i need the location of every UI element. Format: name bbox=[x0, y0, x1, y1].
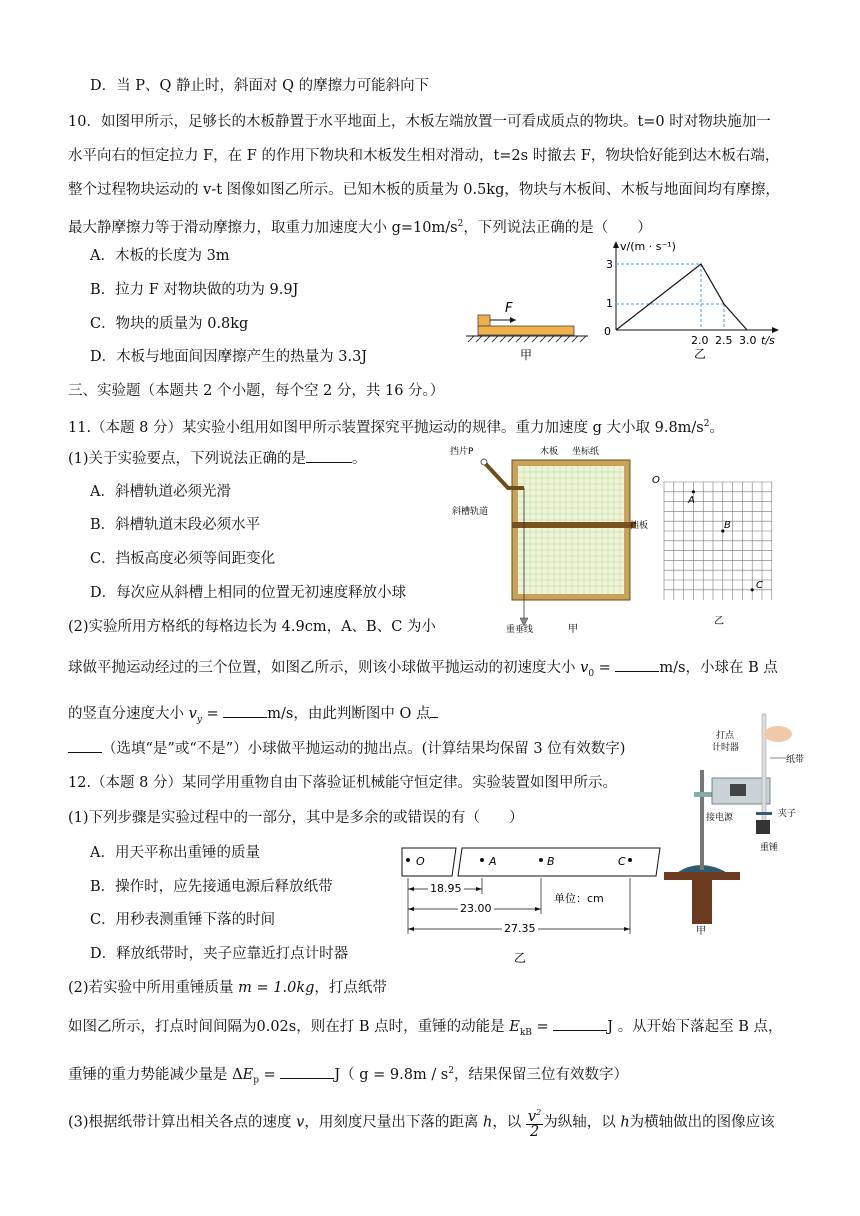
stand-rod bbox=[700, 770, 704, 870]
point-a-label: A bbox=[688, 495, 695, 506]
board bbox=[478, 326, 574, 335]
point-a-label: A bbox=[489, 855, 497, 868]
label-xiecao: 斜槽轨道 bbox=[452, 507, 489, 517]
q11-part-2-line-2: 球做平抛运动经过的三个位置，如图乙所示，则该小球做平抛运动的初速度大小 $v_0 = m/s$，小球在 B 点 bbox=[68, 657, 778, 684]
table bbox=[664, 872, 740, 880]
q11-figure-jia bbox=[448, 442, 660, 634]
q11-part-1: (1)关于实验要点，下列说法正确的是 。 bbox=[68, 448, 367, 469]
ground-hatch bbox=[468, 336, 586, 342]
q10-option-b: B．拉力 F 对物块做的功为 9.9J bbox=[90, 282, 299, 298]
q10-option-c: C．物块的质量为 0.8kg bbox=[90, 316, 249, 332]
q12-part-3-line-1: (3)根据纸带计算出相关各点的速度 v，用刻度尺量出下落的距离 h，以 $\frac{v^2}{2}$ 为纵轴，以 h为横轴做出的图像应该 bbox=[68, 1108, 775, 1140]
t-axis-label: t/s bbox=[761, 334, 775, 347]
label-dianyuan: 接电源 bbox=[706, 813, 734, 823]
label-dangpian: 挡片P bbox=[450, 447, 474, 457]
answer-blank-dep[interactable] bbox=[280, 1064, 334, 1079]
v-axis-label: v/(m · s⁻¹) bbox=[620, 240, 676, 253]
q10-line-1: 10．如图甲所示，足够长的木板静置于水平地面上，木板左端放置一可看成质点的物块。t=0 时对物块施加一 bbox=[68, 114, 771, 130]
label-zuobiao: 坐标纸 bbox=[572, 447, 600, 457]
distance-oa: 18.95 bbox=[430, 882, 462, 895]
q11-line-1: 11.（本题 8 分）某实验小组用如图甲所示装置探究平抛运动的规律。重力加速度 g 大小取 $9.8m/s^2$。 bbox=[68, 419, 724, 436]
figure-caption: 甲 bbox=[696, 926, 706, 936]
figure-caption: 甲 bbox=[520, 348, 533, 362]
q12-part-2-line-1: (2)若实验中所用重锤质量 m = 1.0kg，打点纸带 bbox=[68, 980, 387, 996]
q12-option-b: B．操作时，应先接通电源后释放纸带 bbox=[90, 879, 333, 895]
point-b-label: B bbox=[724, 520, 731, 531]
vt-line bbox=[616, 264, 747, 330]
figure-caption: 乙 bbox=[514, 951, 527, 965]
distance-ob: 23.00 bbox=[460, 902, 492, 915]
figure-caption: 乙 bbox=[694, 347, 707, 361]
point-o bbox=[406, 858, 410, 862]
point-c bbox=[751, 588, 754, 591]
answer-blank-ekb[interactable] bbox=[553, 1016, 607, 1031]
q11-option-b: B．斜槽轨道末段必须水平 bbox=[90, 517, 261, 533]
label-chuixian: 重垂线 bbox=[506, 625, 534, 634]
weight bbox=[756, 820, 770, 834]
force-label: F bbox=[505, 301, 513, 316]
answer-blank-o-start[interactable] bbox=[430, 703, 438, 718]
tick-v-1: 1 bbox=[606, 297, 613, 310]
table-leg bbox=[692, 880, 712, 924]
q12-option-a: A．用天平称出重锤的质量 bbox=[90, 845, 260, 861]
label-jiazi: 夹子 bbox=[778, 809, 797, 819]
point-b-label: B bbox=[547, 855, 555, 868]
q11-figure-yi-grid bbox=[650, 472, 786, 632]
q12-part-2-line-3: 重锤的重力势能减少量是 $\Delta E_p = J$（ $g = 9.8m / s^2$，结果保留三位有效数字） bbox=[68, 1061, 628, 1091]
q11-option-a: A．斜槽轨道必须光滑 bbox=[90, 484, 231, 500]
tick-t-25: 2.5 bbox=[715, 334, 733, 347]
answer-blank-v0[interactable] bbox=[615, 657, 659, 672]
tick-t-2: 2.0 bbox=[691, 334, 709, 347]
figure-caption: 甲 bbox=[568, 624, 578, 634]
label-zhongchui: 重锤 bbox=[760, 843, 779, 853]
fraction-v2-over-2: $\frac{v^2}{2}$ bbox=[527, 1108, 542, 1140]
q11-part-2-line-1: (2)实验所用方格纸的每格边长为 4.9cm，A、B、C 为小 bbox=[68, 619, 436, 635]
q11-part-2-line-4: （选填“是”或“不是”）小球做平抛运动的抛出点。(计算结果均保留 3 位有效数字) bbox=[68, 738, 625, 759]
figure-caption: 乙 bbox=[714, 616, 724, 627]
point-o-label: O bbox=[652, 475, 660, 486]
block bbox=[478, 315, 490, 326]
hand bbox=[764, 726, 792, 742]
baffle bbox=[512, 522, 636, 528]
point-c bbox=[628, 858, 632, 862]
q10-figure-jia bbox=[462, 296, 592, 366]
ball bbox=[481, 459, 487, 465]
answer-blank[interactable] bbox=[306, 448, 352, 463]
tick-t-3: 3.0 bbox=[739, 334, 757, 347]
q10-option-d: D．木板与地面间因摩擦产生的热量为 3.3J bbox=[90, 349, 368, 365]
point-a bbox=[480, 858, 484, 862]
distance-oc: 27.35 bbox=[504, 922, 536, 935]
q12-option-c: C．用秒表测重锤下落的时间 bbox=[90, 912, 276, 928]
q12-option-d: D．释放纸带时，夹子应靠近打点计时器 bbox=[90, 946, 349, 962]
q11-part-2-line-3: 的竖直分速度大小 $v_y = m/s$，由此判断图中 O 点 bbox=[68, 703, 438, 730]
clip bbox=[756, 812, 772, 815]
q12-part-2-line-2: 如图乙所示，打点时间间隔为0.02s，则在打 B 点时，重锤的动能是 $E_{kB} = J$ 。从开始下落起至 B 点， bbox=[68, 1016, 783, 1043]
q12-figure-yi-tape bbox=[394, 840, 664, 968]
q10-option-a: A．木板的长度为 3m bbox=[90, 248, 230, 264]
tick-v-3: 3 bbox=[606, 258, 613, 271]
point-c-label: C bbox=[618, 855, 626, 868]
point-c-label: C bbox=[756, 580, 763, 591]
label-muban: 木板 bbox=[540, 447, 559, 457]
answer-blank-vy[interactable] bbox=[223, 703, 267, 718]
timer-coil bbox=[730, 784, 746, 796]
q9-option-d: D．当 P、Q 静止时，斜面对 Q 的摩擦力可能斜向下 bbox=[90, 78, 430, 94]
q10-line-3: 整个过程物块运动的 v-t 图像如图乙所示。已知木板的质量为 0.5kg，物块与木板间、木板与地面间均有摩擦， bbox=[68, 182, 780, 198]
q11-option-c: C．挡板高度必须等间距变化 bbox=[90, 551, 276, 567]
q10-line-4: 最大静摩擦力等于滑动摩擦力，取重力加速度大小 $g=10m/s^2$，下列说法正确的是（ ） bbox=[68, 219, 652, 236]
label-dangban: 挡板 bbox=[630, 521, 649, 531]
tape-part-1 bbox=[402, 848, 456, 876]
point-o-label: O bbox=[416, 855, 425, 868]
q10-figure-yi-vt-graph bbox=[596, 238, 786, 362]
section-3-heading: 三、实验题（本题共 2 个小题，每个空 2 分，共 16 分。） bbox=[68, 383, 445, 399]
q10-line-2: 水平向右的恒定拉力 F，在 F 的作用下物块和木板发生相对滑动，t=2s 时撤去 F，物块恰好能到达木板右端， bbox=[68, 148, 780, 164]
q12-line-1: 12.（本题 8 分）某同学用重物自由下落验证机械能守恒定律。实验装置如图甲所示。 bbox=[68, 775, 618, 791]
unit-label: 单位：cm bbox=[554, 892, 604, 905]
point-b bbox=[539, 858, 543, 862]
label-dadian: 打点 bbox=[716, 731, 735, 741]
label-jishiqi: 计时器 bbox=[712, 743, 740, 753]
answer-blank-o[interactable] bbox=[68, 738, 102, 753]
q11-option-d: D．每次应从斜槽上相同的位置无初速度释放小球 bbox=[90, 585, 407, 601]
point-a bbox=[692, 490, 695, 493]
label-zhidai: 纸带 bbox=[786, 755, 805, 765]
q12-part-1: (1)下列步骤是实验过程中的一部分，其中是多余的或错误的有（ ） bbox=[68, 810, 524, 826]
origin-label: 0 bbox=[604, 325, 611, 338]
q12-figure-jia-apparatus bbox=[660, 708, 820, 936]
